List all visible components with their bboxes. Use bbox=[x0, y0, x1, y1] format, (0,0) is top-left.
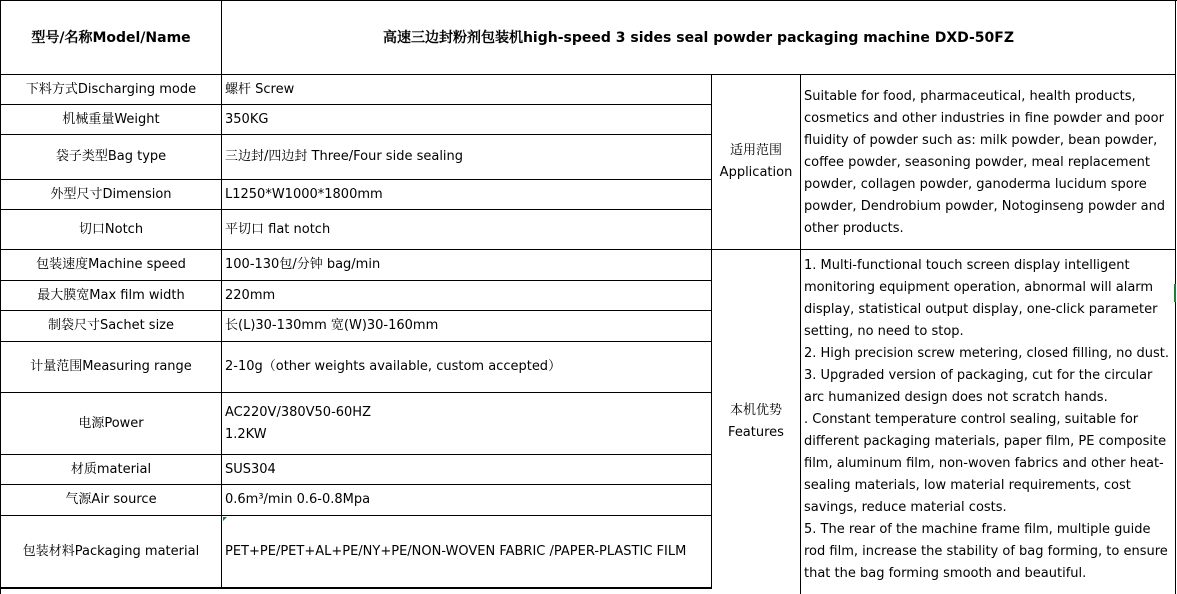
row-label-text: 最大膜宽Max film width bbox=[37, 287, 185, 303]
row-label-sachet-size[interactable] bbox=[1, 311, 222, 342]
selection-edge-marker bbox=[1174, 284, 1176, 302]
row-label-machine-speed[interactable] bbox=[1, 250, 222, 281]
row-value-text: 螺杆 Screw bbox=[225, 81, 295, 97]
row-value-power[interactable] bbox=[222, 393, 712, 455]
row-value-max-film-width[interactable] bbox=[222, 281, 712, 311]
row-value-measuring-range[interactable] bbox=[222, 342, 712, 393]
row-label-text: 机械重量Weight bbox=[62, 111, 160, 127]
features-line-1: 1. Multi-functional touch screen display intelligent monitoring equipment operation, abnormal will alarm display, statistical output display, one-click parameter setting, no need to stop. bbox=[804, 258, 1158, 339]
row-value-text: 100-130包/分钟 bag/min bbox=[225, 257, 381, 272]
row-label-air-source[interactable] bbox=[1, 485, 222, 516]
bottom-border bbox=[0, 588, 712, 589]
row-value-text: 350KG bbox=[225, 111, 269, 127]
features-line-5: 5. The rear of the machine frame film, multiple guide rod film, increase the stability of bag forming, to ensure that the bag forming smooth and beautiful. bbox=[804, 522, 1168, 581]
application-label[interactable] bbox=[712, 75, 801, 250]
row-value-text: L1250*W1000*1800mm bbox=[225, 186, 383, 202]
row-label-text: 材质material bbox=[70, 461, 152, 477]
row-label-packaging-material[interactable] bbox=[1, 516, 222, 588]
header-model-label[interactable] bbox=[1, 1, 222, 75]
cell-comment-marker bbox=[223, 517, 227, 521]
row-label-text: 切口Notch bbox=[78, 221, 144, 237]
application-description-text: Suitable for food, pharmaceutical, health products, cosmetics and other industries in fine powder and poor fluidity of powder such as: milk powder, bean powder, coffee powder, seasoning powder, meal replacement powder, collagen powder, ganoderma lucidum spore powder, Dendrobium powder, Notoginseng powder and other products. bbox=[804, 89, 1166, 236]
row-value-air-source[interactable] bbox=[222, 485, 712, 516]
row-value-weight[interactable] bbox=[222, 105, 712, 135]
row-value-text: 2-10g（other weights available, custom accepted） bbox=[225, 359, 562, 374]
features-description[interactable] bbox=[801, 250, 1176, 594]
row-label-measuring-range[interactable] bbox=[1, 342, 222, 393]
features-label[interactable] bbox=[712, 250, 801, 594]
features-label-text: 本机优势 Features bbox=[728, 403, 784, 440]
row-value-text: 220mm bbox=[225, 287, 276, 303]
row-label-text: 计量范围Measuring range bbox=[30, 359, 192, 374]
features-line-2: 2. High precision screw metering, closed filling, no dust. bbox=[804, 346, 1170, 361]
row-value-text: AC220V/380V50-60HZ 1.2KW bbox=[225, 404, 371, 442]
row-value-notch[interactable] bbox=[222, 210, 712, 250]
row-label-notch[interactable] bbox=[1, 210, 222, 250]
header-machine-title-text: 高速三边封粉剂包装机high-speed 3 sides seal powder packaging machine DXD-50FZ bbox=[382, 29, 1015, 46]
row-label-max-film-width[interactable] bbox=[1, 281, 222, 311]
header-machine-title[interactable] bbox=[222, 1, 1176, 75]
row-label-power[interactable] bbox=[1, 393, 222, 455]
row-value-text: 0.6m³/min 0.6-0.8Mpa bbox=[225, 492, 371, 507]
row-value-text: 长(L)30-130mm 宽(W)30-160mm bbox=[225, 318, 439, 333]
row-label-bag-type[interactable] bbox=[1, 135, 222, 180]
row-label-text: 电源Power bbox=[78, 415, 144, 431]
row-value-packaging-material[interactable] bbox=[222, 516, 712, 588]
row-value-text: PET+PE/PET+AL+PE/NY+PE/NON-WOVEN FABRIC /PAPER-PLASTIC FILM bbox=[225, 543, 687, 559]
row-value-machine-speed[interactable] bbox=[222, 250, 712, 281]
row-label-text: 气源Air source bbox=[65, 492, 157, 507]
row-label-dimension[interactable] bbox=[1, 180, 222, 210]
row-value-material[interactable] bbox=[222, 455, 712, 485]
application-description[interactable] bbox=[801, 75, 1176, 250]
row-label-weight[interactable] bbox=[1, 105, 222, 135]
row-value-text: SUS304 bbox=[225, 461, 276, 477]
header-model-label-text: 型号/名称Model/Name bbox=[31, 29, 191, 46]
row-value-dimension[interactable] bbox=[222, 180, 712, 210]
row-label-material[interactable] bbox=[1, 455, 222, 485]
row-label-text: 外型尺寸Dimension bbox=[50, 186, 172, 202]
features-line-4: . Constant temperature control sealing, suitable for different packaging materials, paper film, PE composite film, aluminum film, non-woven fabrics and other heat-sealing materials, low material requirements, cost savings, reduce material costs. bbox=[804, 412, 1167, 515]
features-line-3: 3. Upgraded version of packaging, cut for the circular arc humanized design does not scratch hands. bbox=[804, 368, 1153, 405]
row-value-text: 平切口 flat notch bbox=[225, 221, 331, 237]
application-label-text: 适用范围 Application bbox=[719, 143, 793, 180]
row-label-text: 包装速度Machine speed bbox=[36, 257, 186, 272]
row-label-text: 制袋尺寸Sachet size bbox=[47, 318, 175, 333]
row-value-sachet-size[interactable] bbox=[222, 311, 712, 342]
row-value-discharging[interactable] bbox=[222, 75, 712, 105]
row-value-bag-type[interactable] bbox=[222, 135, 712, 180]
row-label-text: 下料方式Discharging mode bbox=[25, 81, 197, 97]
row-label-text: 袋子类型Bag type bbox=[55, 149, 167, 164]
row-value-text: 三边封/四边封 Three/Four side sealing bbox=[225, 149, 464, 164]
row-label-text: 包装材料Packaging material bbox=[22, 543, 200, 559]
row-label-discharging[interactable] bbox=[1, 75, 222, 105]
